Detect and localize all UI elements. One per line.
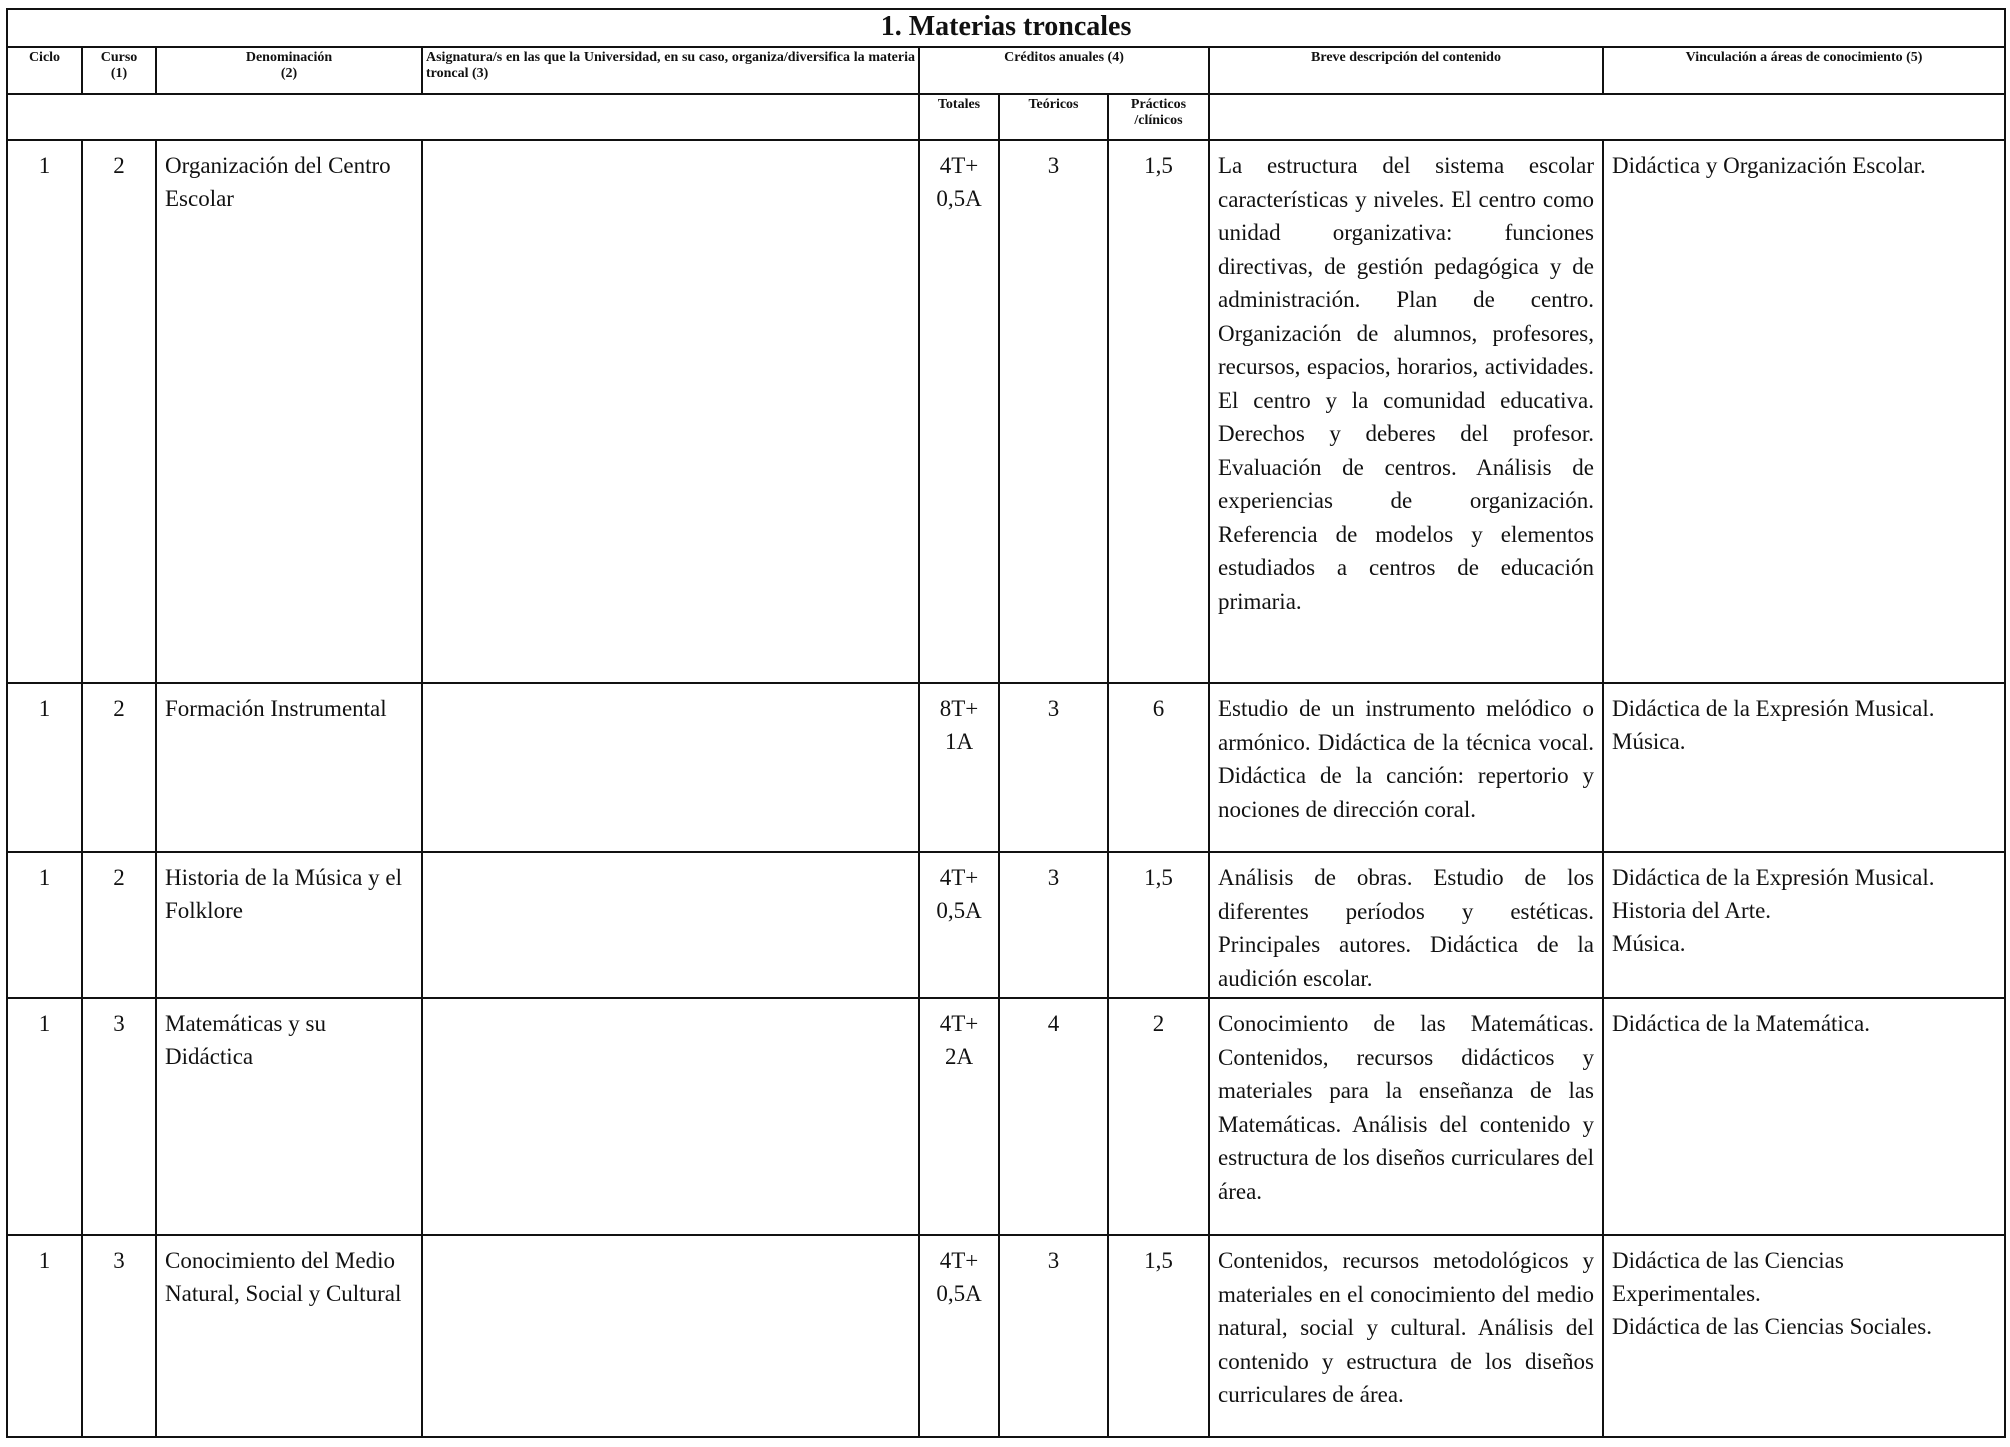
table-row (7, 140, 2005, 683)
cell-ciclo: 1 (7, 140, 82, 683)
cell-vinculacion (1603, 998, 2005, 1235)
header-curso-note: (1) (110, 66, 128, 81)
cell-totales: 4T+ 0,5A (919, 1235, 999, 1437)
cell-asignaturas (422, 998, 919, 1235)
cell-practicos: 1,5 (1108, 1235, 1209, 1437)
cell-vinculacion (1603, 1235, 2005, 1437)
vinculacion-item: Didáctica de las Ciencias Sociales. (1612, 1314, 1932, 1339)
cell-denominacion: Matemáticas y su Didáctica (156, 998, 422, 1235)
header-denominacion-label: Denominación (245, 50, 333, 65)
cell-practicos: 2 (1108, 998, 1209, 1235)
cell-curso: 2 (82, 852, 156, 998)
cell-ciclo: 1 (7, 998, 82, 1235)
cell-ciclo: 1 (7, 683, 82, 852)
cell-asignaturas (422, 683, 919, 852)
cell-descripcion: Conocimiento de las Matemáticas. Contenidos, recursos didácticos y materiales para la enseñanza de las Matemáticas. Análisis del contenido y estructura de los diseños curriculares del área. (1209, 998, 1603, 1235)
cell-vinculacion (1603, 683, 2005, 852)
header-asignaturas: Asignatura/s en las que la Universidad, en su caso, organiza/diversifica la materia troncal (3) (422, 47, 919, 94)
cell-teoricos: 4 (999, 998, 1108, 1235)
cell-curso: 3 (82, 998, 156, 1235)
troncales-sheet (6, 8, 2004, 1438)
cell-totales: 8T+ 1A (919, 683, 999, 852)
cell-descripcion: Estudio de un instrumento melódico o armónico. Didáctica de la técnica vocal. Didáctica de la canción: repertorio y nociones de dirección coral. (1209, 683, 1603, 852)
cell-ciclo: 1 (7, 852, 82, 998)
vinculacion-item: Didáctica de las Ciencias Experimentales. (1612, 1248, 1844, 1306)
cell-curso: 3 (82, 1235, 156, 1437)
header-practicos: Prácticos /clínicos (1108, 94, 1209, 140)
table-title: 1. Materias troncales (7, 9, 2005, 47)
header-vinculacion: Vinculación a áreas de conocimiento (5) (1603, 47, 2005, 94)
materias-troncales-table (6, 8, 2006, 1438)
cell-practicos: 6 (1108, 683, 1209, 852)
table-row (7, 683, 2005, 852)
cell-descripcion: Análisis de obras. Estudio de los diferentes períodos y estéticas. Principales autores. Didáctica de la audición escolar. (1209, 852, 1603, 998)
vinculacion-item: Didáctica y Organización Escolar. (1612, 153, 1926, 178)
header-totales: Totales (919, 94, 999, 140)
cell-totales: 4T+ 0,5A (919, 140, 999, 683)
vinculacion-item: Didáctica de la Expresión Musical. (1612, 865, 1935, 890)
cell-totales: 4T+ 2A (919, 998, 999, 1235)
cell-teoricos: 3 (999, 852, 1108, 998)
header-curso-label: Curso (100, 50, 138, 65)
vinculacion-item: Didáctica de la Expresión Musical. (1612, 696, 1935, 721)
cell-descripcion: La estructura del sistema escolar características y niveles. El centro como unidad organizativa: funciones directivas, de gestión pedagógica y de administración. Plan de centro. Organización de alumnos, profesores, recursos, espacios, horarios, actividades. El centro y la comunidad educativa. Derechos y deberes del profesor. Evaluación de centros. Análisis de experiencias de organización. Referencia de modelos y elementos estudiados a centros de educación primaria. (1209, 140, 1603, 683)
cell-curso: 2 (82, 140, 156, 683)
cell-denominacion: Organización del Centro Escolar (156, 140, 422, 683)
header-descripcion: Breve descripción del contenido (1209, 47, 1603, 94)
cell-teoricos: 3 (999, 1235, 1108, 1437)
cell-practicos: 1,5 (1108, 140, 1209, 683)
cell-practicos: 1,5 (1108, 852, 1209, 998)
header-denominacion-note: (2) (280, 66, 298, 81)
header-subrow-blank-right (1209, 94, 2005, 140)
vinculacion-item: Didáctica de la Matemática. (1612, 1011, 1870, 1036)
cell-totales: 4T+ 0,5A (919, 852, 999, 998)
cell-denominacion: Formación Instrumental (156, 683, 422, 852)
cell-asignaturas (422, 852, 919, 998)
header-curso (82, 47, 156, 94)
cell-ciclo: 1 (7, 1235, 82, 1437)
cell-denominacion: Conocimiento del Medio Natural, Social y Cultural (156, 1235, 422, 1437)
header-creditos: Créditos anuales (4) (919, 47, 1209, 94)
cell-vinculacion (1603, 140, 2005, 683)
vinculacion-item: Historia del Arte. (1612, 898, 1772, 923)
vinculacion-item: Música. (1612, 729, 1686, 754)
cell-teoricos: 3 (999, 683, 1108, 852)
header-denominacion (156, 47, 422, 94)
table-row (7, 1235, 2005, 1437)
vinculacion-item: Música. (1612, 931, 1686, 956)
cell-teoricos: 3 (999, 140, 1108, 683)
table-row (7, 852, 2005, 998)
cell-curso: 2 (82, 683, 156, 852)
header-subrow-blank (7, 94, 919, 140)
cell-asignaturas (422, 1235, 919, 1437)
cell-denominacion: Historia de la Música y el Folklore (156, 852, 422, 998)
cell-descripcion: Contenidos, recursos metodológicos y materiales en el conocimiento del medio natural, social y cultural. Análisis del contenido y estructura de los diseños curriculares de área. (1209, 1235, 1603, 1437)
cell-vinculacion (1603, 852, 2005, 998)
header-ciclo: Ciclo (7, 47, 82, 94)
table-row (7, 998, 2005, 1235)
cell-asignaturas (422, 140, 919, 683)
header-teoricos: Teóricos (999, 94, 1108, 140)
